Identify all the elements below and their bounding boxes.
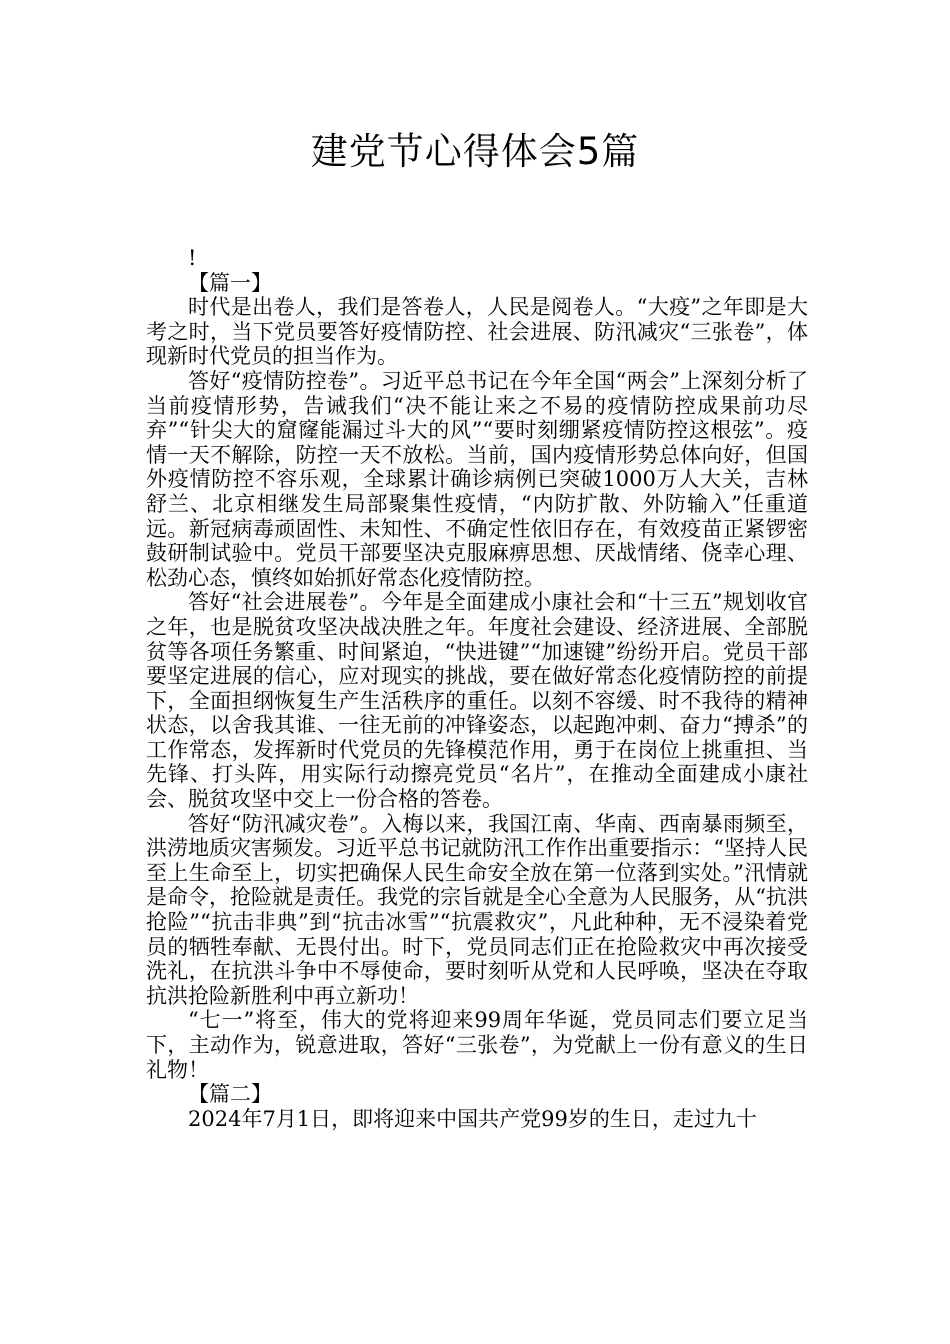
exclamation-mark: ! [188,246,197,270]
document-body [146,246,808,1131]
section-heading-1: 【篇一】 [188,270,272,295]
section-heading-2: 【篇二】 [188,1082,272,1107]
paragraph: “七一”将至，伟大的党将迎来99周年华诞，党员同志们要立足当下，主动作为，锐意进取，答好“三张卷”，为党献上一份有意义的生日礼物！ [146,1008,808,1082]
page-title: 建党节心得体会5篇 [310,130,640,173]
paragraph: 2024年7月1日，即将迎来中国共产党99岁的生日，走过九十 [188,1106,757,1131]
paragraph: 答好“疫情防控卷”。习近平总书记在今年全国“两会”上深刻分析了当前疫情形势，告诫我们“决不能让来之不易的疫情防控成果前功尽弃”“针尖大的窟窿能漏过斗大的风”“要时刻绷紧疫情防控这根弦”。疫情一天不解除，防控一天不放松。当前，国内疫情形势总体向好，但国外疫情防控不容乐观，全球累计确诊病例已突破1000万人大关，吉林舒兰、北京相继发生局部聚集性疫情，“内防扩散、外防输入”任重道远。新冠病毒顽固性、未知性、不确定性依旧存在，有效疫苗正紧锣密鼓研制试验中。党员干部要坚决克服麻痹思想、厌战情绪、侥幸心理、松劲心态，慎终如始抓好常态化疫情防控。 [146,368,808,590]
paragraph: 时代是出卷人，我们是答卷人，人民是阅卷人。“大疫”之年即是大考之时，当下党员要答好疫情防控、社会进展、防汛减灾“三张卷”，体现新时代党员的担当作为。 [146,295,808,369]
paragraph: 答好“防汛减灾卷”。入梅以来，我国江南、华南、西南暴雨频至，洪涝地质灾害频发。习近平总书记就防汛工作作出重要指示：“坚持人民至上生命至上，切实把确保人民生命安全放在第一位落到实处。”汛情就是命令，抢险就是责任。我党的宗旨就是全心全意为人民服务，从“抗洪抢险”“抗击非典”到“抗击冰雪”“抗震救灾”，凡此种种，无不浸染着党员的牺牲奉献、无畏付出。时下，党员同志们正在抢险救灾中再次接受洗礼，在抗洪斗争中不辱使命，要时刻听从党和人民呼唤，坚决在夺取抗洪抢险新胜利中再立新功！ [146,811,808,1008]
paragraph: 答好“社会进展卷”。今年是全面建成小康社会和“十三五”规划收官之年，也是脱贫攻坚决战决胜之年。年度社会建设、经济进展、全部脱贫等各项任务繁重、时间紧迫，“快进键”“加速键”纷纷开启。党员干部要坚定进展的信心，应对现实的挑战，要在做好常态化疫情防控的前提下，全面担纲恢复生产生活秩序的重任。以刻不容缓、时不我待的精神状态，以舍我其谁、一往无前的冲锋姿态，以起跑冲刺、奋力“搏杀”的工作常态，发挥新时代党员的先锋模范作用，勇于在岗位上挑重担、当先锋、打头阵，用实际行动擦亮党员“名片”，在推动全面建成小康社会、脱贫攻坚中交上一份合格的答卷。 [146,590,808,812]
